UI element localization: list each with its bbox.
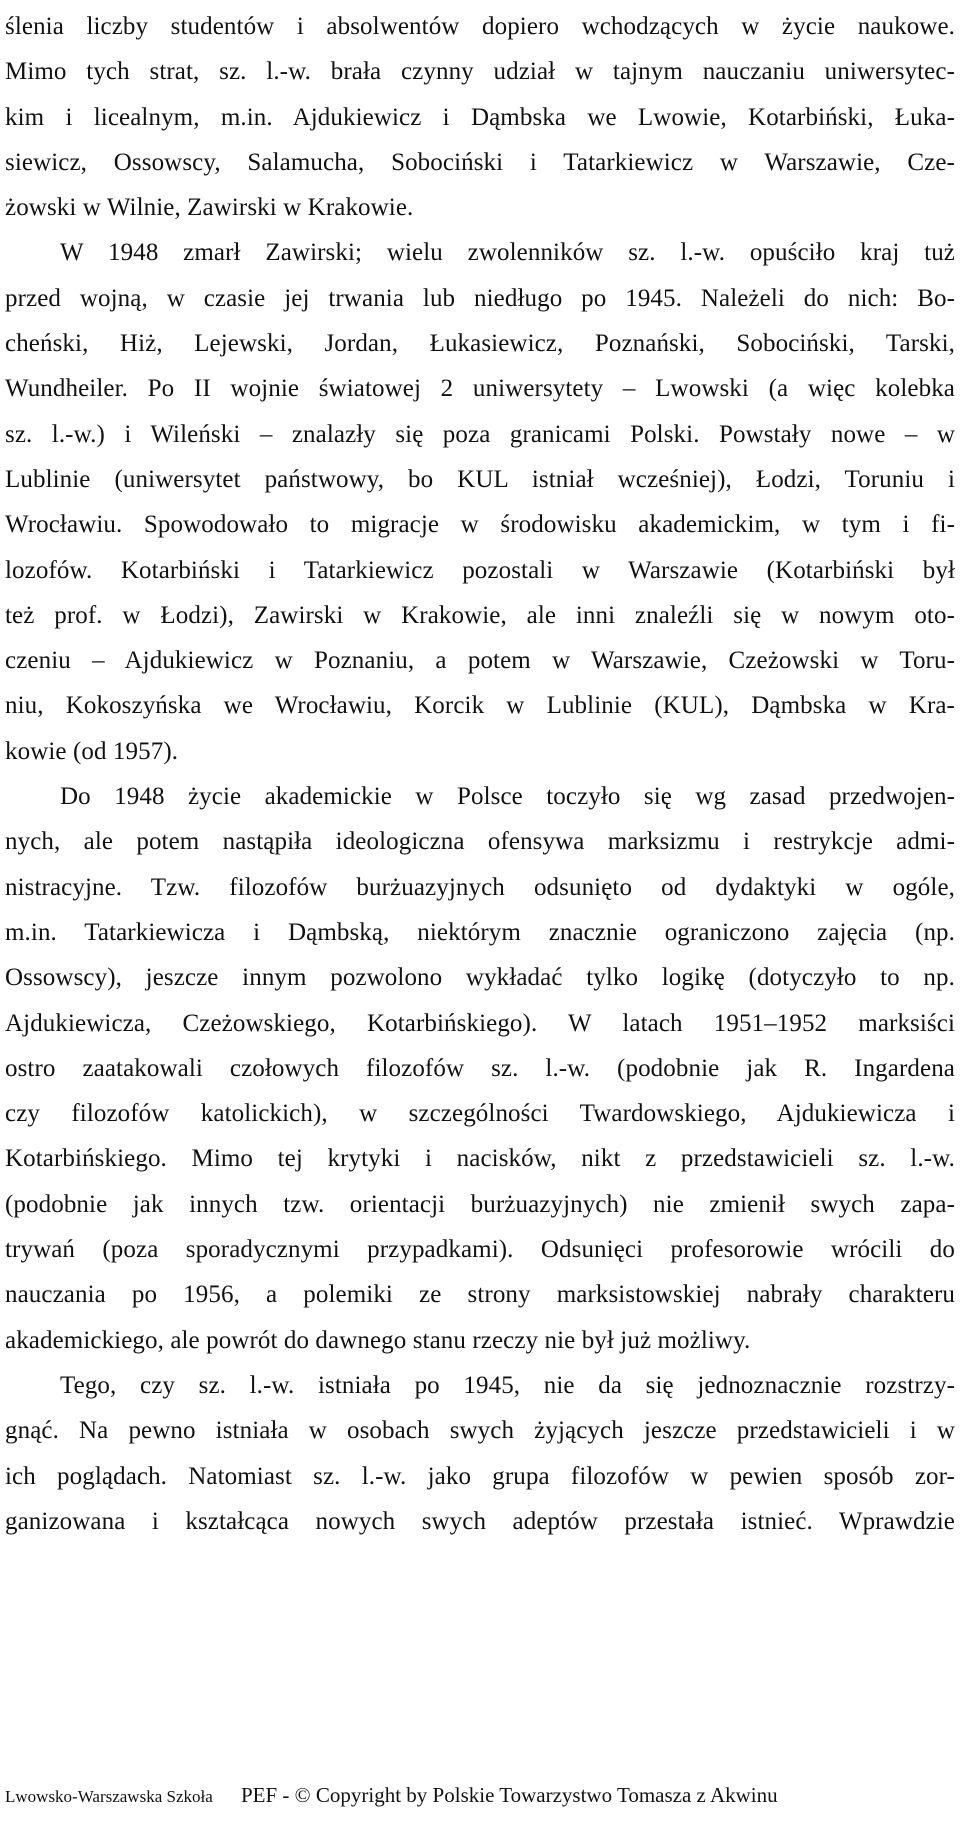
paragraph-2 [5, 230, 955, 774]
text-line: czy filozofów katolickich), w szczególności Twardowskiego, Ajdukiewicza i [5, 1100, 955, 1128]
text-line: cheński, Hiż, Lejewski, Jordan, Łukasiewicz, Poznański, Sobociński, Tarski, [5, 330, 955, 358]
text-line: Wundheiler. Po II wojnie światowej 2 uniwersytety – Lwowski (a więc kolebka [5, 375, 955, 403]
text-line: ich poglądach. Natomiast sz. l.-w. jako grupa filozofów w pewien sposób zor- [5, 1462, 955, 1490]
text-line: m.in. Tatarkiewicza i Dąmbską, niektórym znacznie ograniczono zajęcia (np. [5, 918, 955, 946]
body-text [5, 0, 955, 1544]
text-line: Mimo tych strat, sz. l.-w. brała czynny udział w tajnym nauczaniu uniwersytec- [5, 58, 955, 86]
text-line: ganizowana i kształcąca nowych swych adeptów przestała istnieć. Wprawdzie [5, 1507, 955, 1535]
text-line: Lublinie (uniwersytet państwowy, bo KUL istniał wcześniej), Łodzi, Toruniu i [5, 465, 955, 493]
text-line: Tego, czy sz. l.-w. istniała po 1945, nie da się jednoznacznie rozstrzy- [60, 1371, 955, 1399]
text-line: kim i licealnym, m.in. Ajdukiewicz i Dąmbska we Lwowie, Kotarbiński, Łuka- [5, 103, 955, 131]
text-line: W 1948 zmarł Zawirski; wielu zwolenników sz. l.-w. opuściło kraj tuż [60, 239, 955, 267]
footer-title: Lwowsko-Warszawska Szkoła [5, 1787, 213, 1806]
text-line: Kotarbińskiego. Mimo tej krytyki i nacisków, nikt z przedstawicieli sz. l.-w. [5, 1145, 955, 1173]
text-line: też prof. w Łodzi), Zawirski w Krakowie, ale inni znaleźli się w nowym oto- [5, 601, 955, 629]
text-line: gnąć. Na pewno istniała w osobach swych żyjących jeszcze przedstawicieli i w [5, 1417, 955, 1445]
text-line: Ajdukiewicza, Czeżowskiego, Kotarbińskiego). W latach 1951–1952 marksiści [5, 1009, 955, 1037]
text-line: nistracyjne. Tzw. filozofów burżuazyjnych odsunięto od dydaktyki w ogóle, [5, 873, 955, 901]
footer-copyright: PEF - © Copyright by Polskie Towarzystwo Tomasza z Akwinu [241, 1783, 778, 1807]
page-footer [5, 1779, 955, 1809]
paragraph-1 [5, 4, 955, 230]
text-line: akademickiego, ale powrót do dawnego stanu rzeczy nie był już możliwy. [5, 1326, 751, 1354]
text-line: czeniu – Ajdukiewicz w Poznaniu, a potem w Warszawie, Czeżowski w Toru- [5, 647, 955, 675]
text-line: Do 1948 życie akademickie w Polsce toczyło się wg zasad przedwojen- [60, 783, 955, 811]
text-line: ślenia liczby studentów i absolwentów dopiero wchodzących w życie naukowe. [5, 13, 955, 40]
text-line: lozofów. Kotarbiński i Tatarkiewicz pozostali w Warszawie (Kotarbiński był [5, 556, 955, 584]
text-line: przed wojną, w czasie jej trwania lub niedługo po 1945. Należeli do nich: Bo- [5, 284, 955, 312]
text-line: Ossowscy), jeszcze innym pozwolono wykładać tylko logikę (dotyczyło to np. [5, 964, 955, 992]
text-line: nauczania po 1956, a polemiki ze strony marksistowskiej nabrały charakteru [5, 1281, 955, 1309]
text-line: żowski w Wilnie, Zawirski w Krakowie. [5, 194, 414, 222]
paragraph-4 [5, 1363, 955, 1544]
text-line: trywań (poza sporadycznymi przypadkami). Odsunięci profesorowie wrócili do [5, 1236, 955, 1264]
text-line: Wrocławiu. Spowodowało to migracje w środowisku akademickim, w tym i fi- [5, 511, 955, 539]
text-line: kowie (od 1957). [5, 737, 179, 765]
text-line: siewicz, Ossowscy, Salamucha, Sobociński i Tatarkiewicz w Warszawie, Cze- [5, 148, 955, 176]
text-line: (podobnie jak innych tzw. orientacji burżuazyjnych) nie zmienił swych zapa- [5, 1190, 955, 1218]
text-line: sz. l.-w.) i Wileński – znalazły się poza granicami Polski. Powstały nowe – w [5, 420, 955, 448]
text-line: ostro zaatakowali czołowych filozofów sz. l.-w. (podobnie jak R. Ingardena [5, 1054, 955, 1082]
paragraph-3 [5, 774, 955, 1363]
text-line: nych, ale potem nastąpiła ideologiczna ofensywa marksizmu i restrykcje admi- [5, 828, 955, 856]
text-line: niu, Kokoszyńska we Wrocławiu, Korcik w Lublinie (KUL), Dąmbska w Kra- [5, 692, 955, 720]
